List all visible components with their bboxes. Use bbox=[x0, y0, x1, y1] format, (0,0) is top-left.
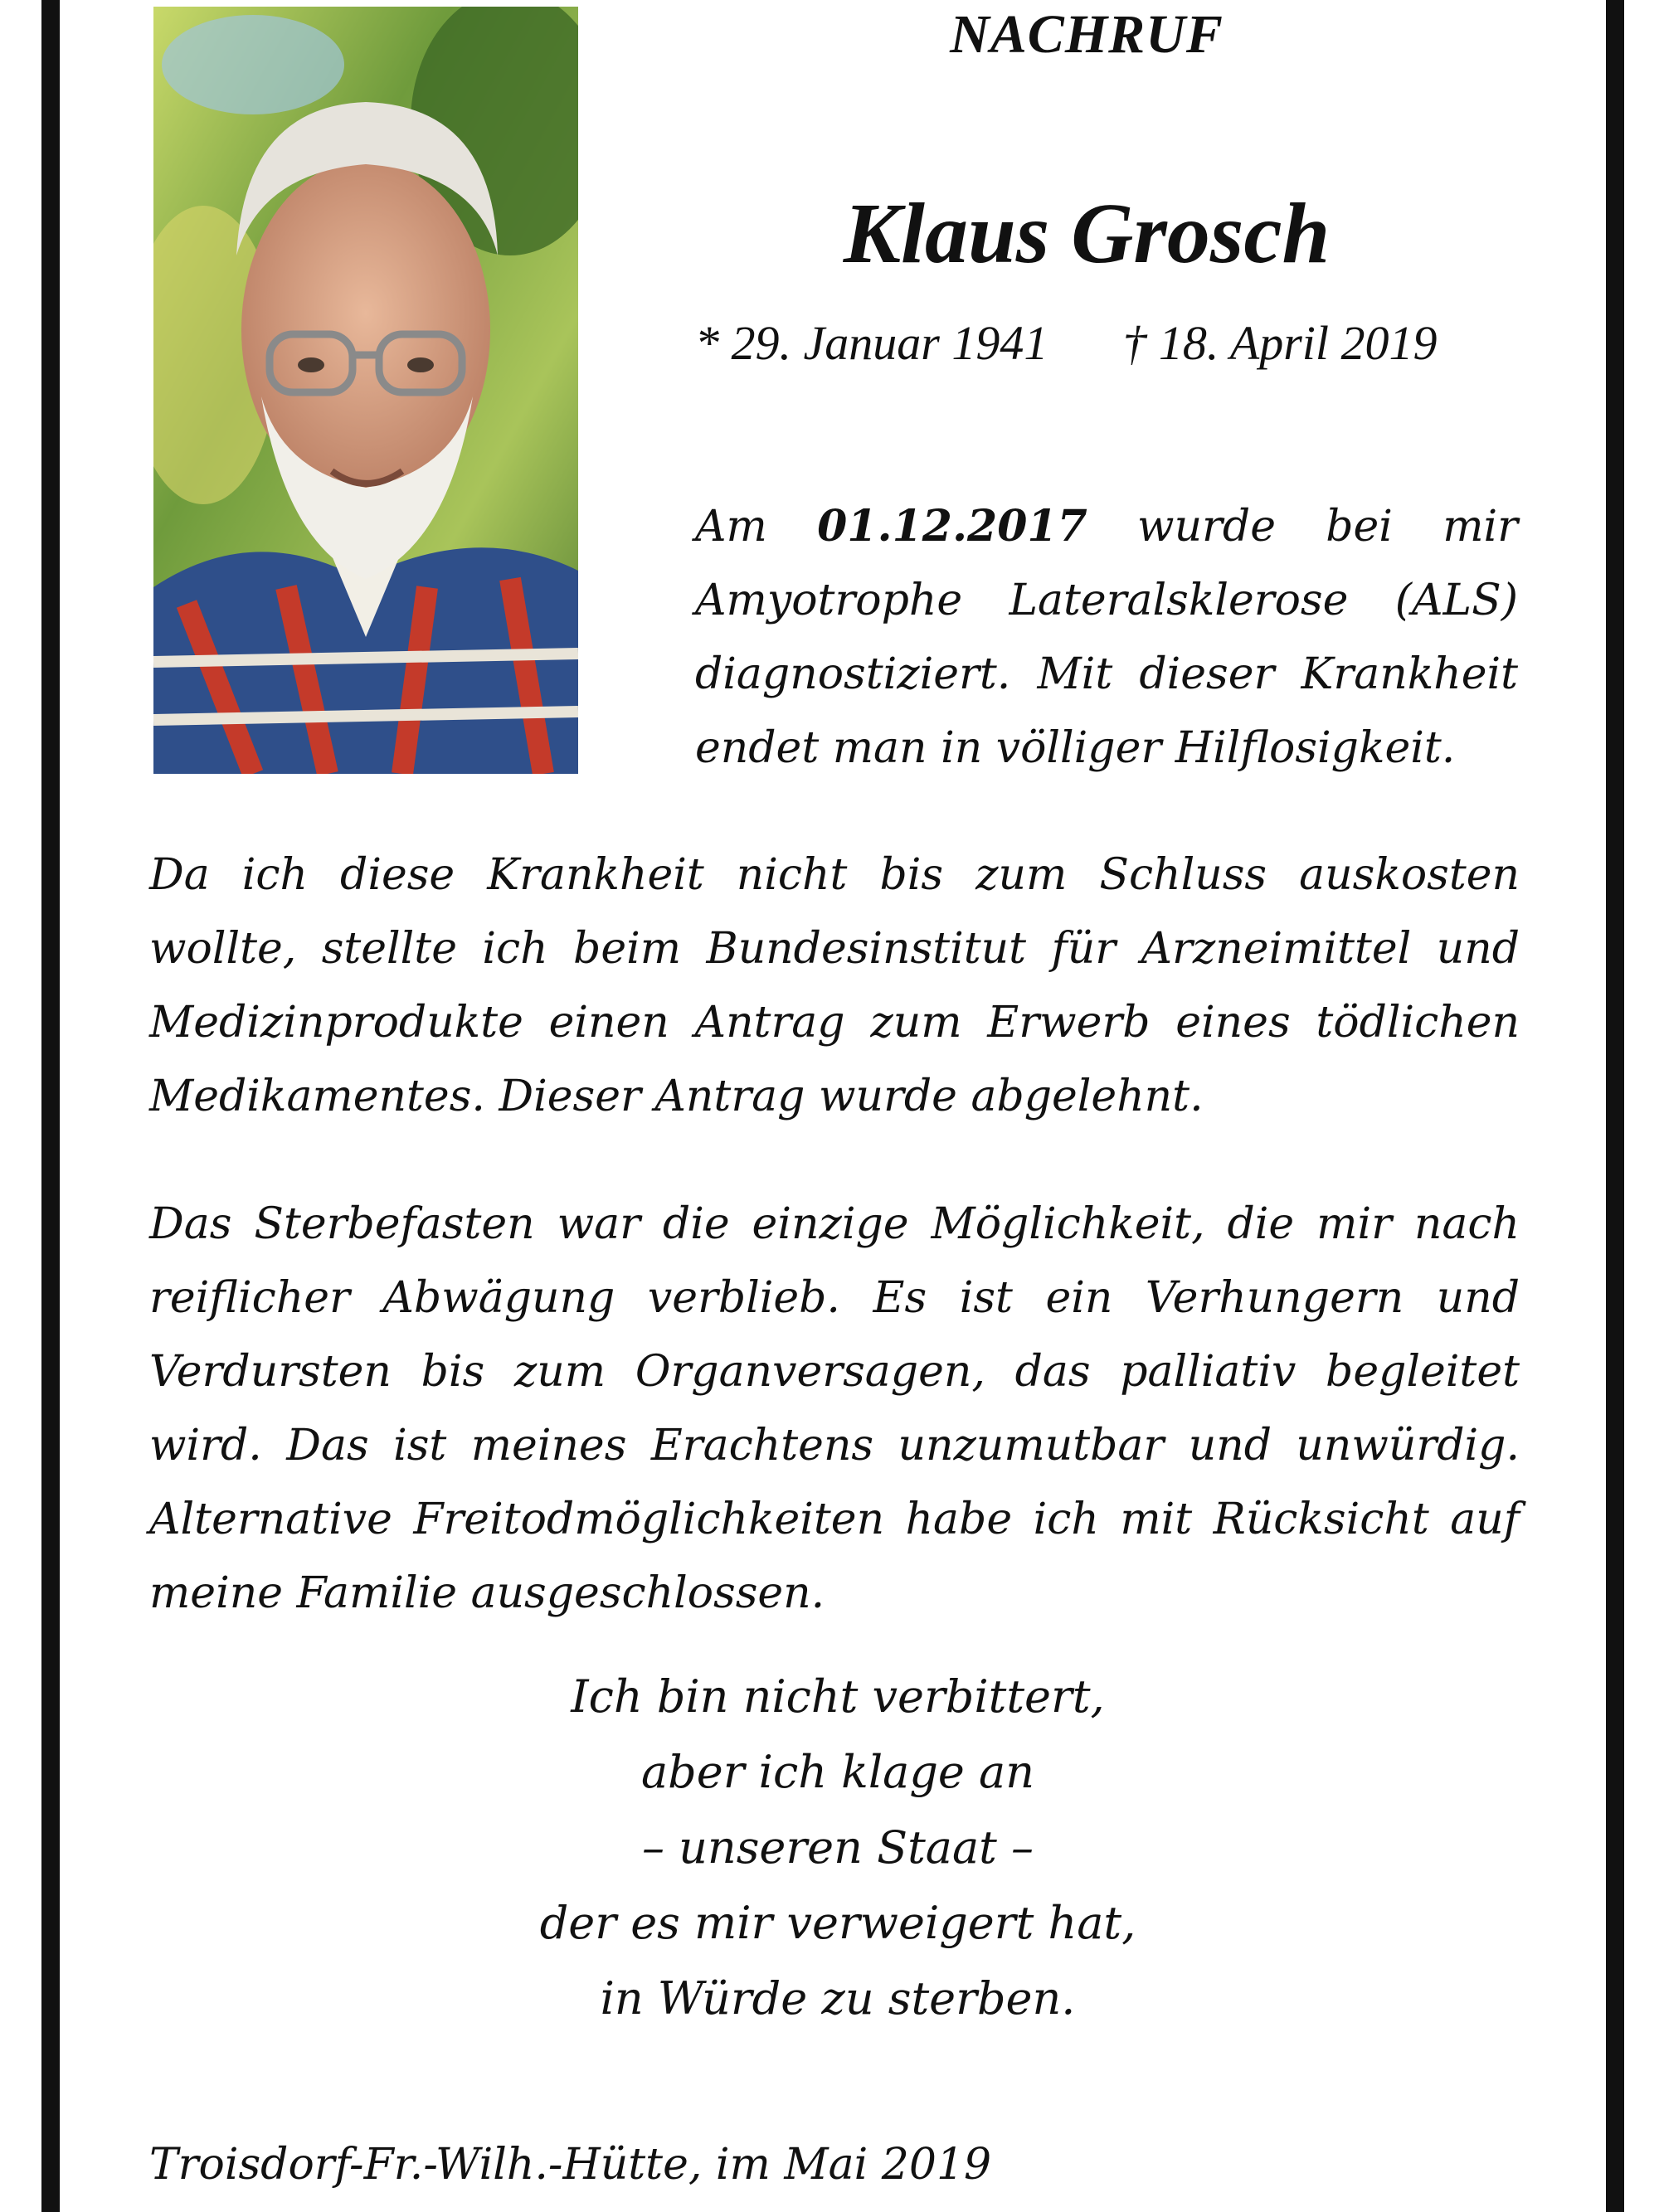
deceased-name: Klaus Grosch bbox=[843, 186, 1331, 281]
left-border-bar bbox=[41, 0, 60, 2212]
birth-date: * 29. Januar 1941 bbox=[695, 316, 1048, 370]
paragraph-application: Da ich diese Krankheit nicht bis zum Schluss auskosten wollte, stellte ich beim Bundesinstitut für Arzneimittel und Medizinprodukte einen Antrag zum Erwerb eines tödlichen Medikamentes. Dieser Antrag wurde abgelehnt. bbox=[149, 850, 1520, 1121]
verse-line-5: in Würde zu sterben. bbox=[600, 1972, 1076, 2025]
paragraph-diagnosis-prefix: Am bbox=[695, 502, 818, 552]
verse-line-4: der es mir verweigert hat, bbox=[539, 1897, 1136, 1949]
place-and-date: Troisdorf-Fr.-Wilh.-Hütte, im Mai 2019 bbox=[149, 2140, 992, 2190]
right-border-bar bbox=[1606, 0, 1624, 2212]
death-date: † 18. April 2019 bbox=[1122, 316, 1438, 370]
diagnosis-date: 01.12.2017 bbox=[817, 501, 1087, 552]
verse-line-2: aber ich klage an bbox=[640, 1746, 1034, 1798]
verse-line-1: Ich bin nicht verbittert, bbox=[571, 1670, 1105, 1723]
paragraph-diagnosis bbox=[695, 489, 1518, 785]
verse-line-3: – unseren Staat – bbox=[641, 1821, 1034, 1874]
life-dates bbox=[695, 315, 1525, 371]
paragraph-diagnosis-text: wurde bei mir Amyotrophe Lateralsklerose (ALS) diagnostiziert. Mit dieser Krankheit endet man in völliger Hilflosigkeit. bbox=[695, 502, 1518, 773]
notice-heading: NACHRUF bbox=[950, 4, 1224, 65]
closing-verse bbox=[332, 1659, 1344, 2036]
portrait-photo bbox=[153, 7, 578, 774]
paragraph-fasting: Das Sterbefasten war die einzige Möglichkeit, die mir nach reiflicher Abwägung verblieb. Es ist ein Verhungern und Verdursten bis zum Organversagen, das palliativ begleitet wird. Das ist meines Erachtens unzumutbar und unwürdig. Alternative Freitodmöglichkeiten habe ich mit Rücksicht auf meine Familie ausgeschlossen. bbox=[149, 1199, 1520, 1618]
